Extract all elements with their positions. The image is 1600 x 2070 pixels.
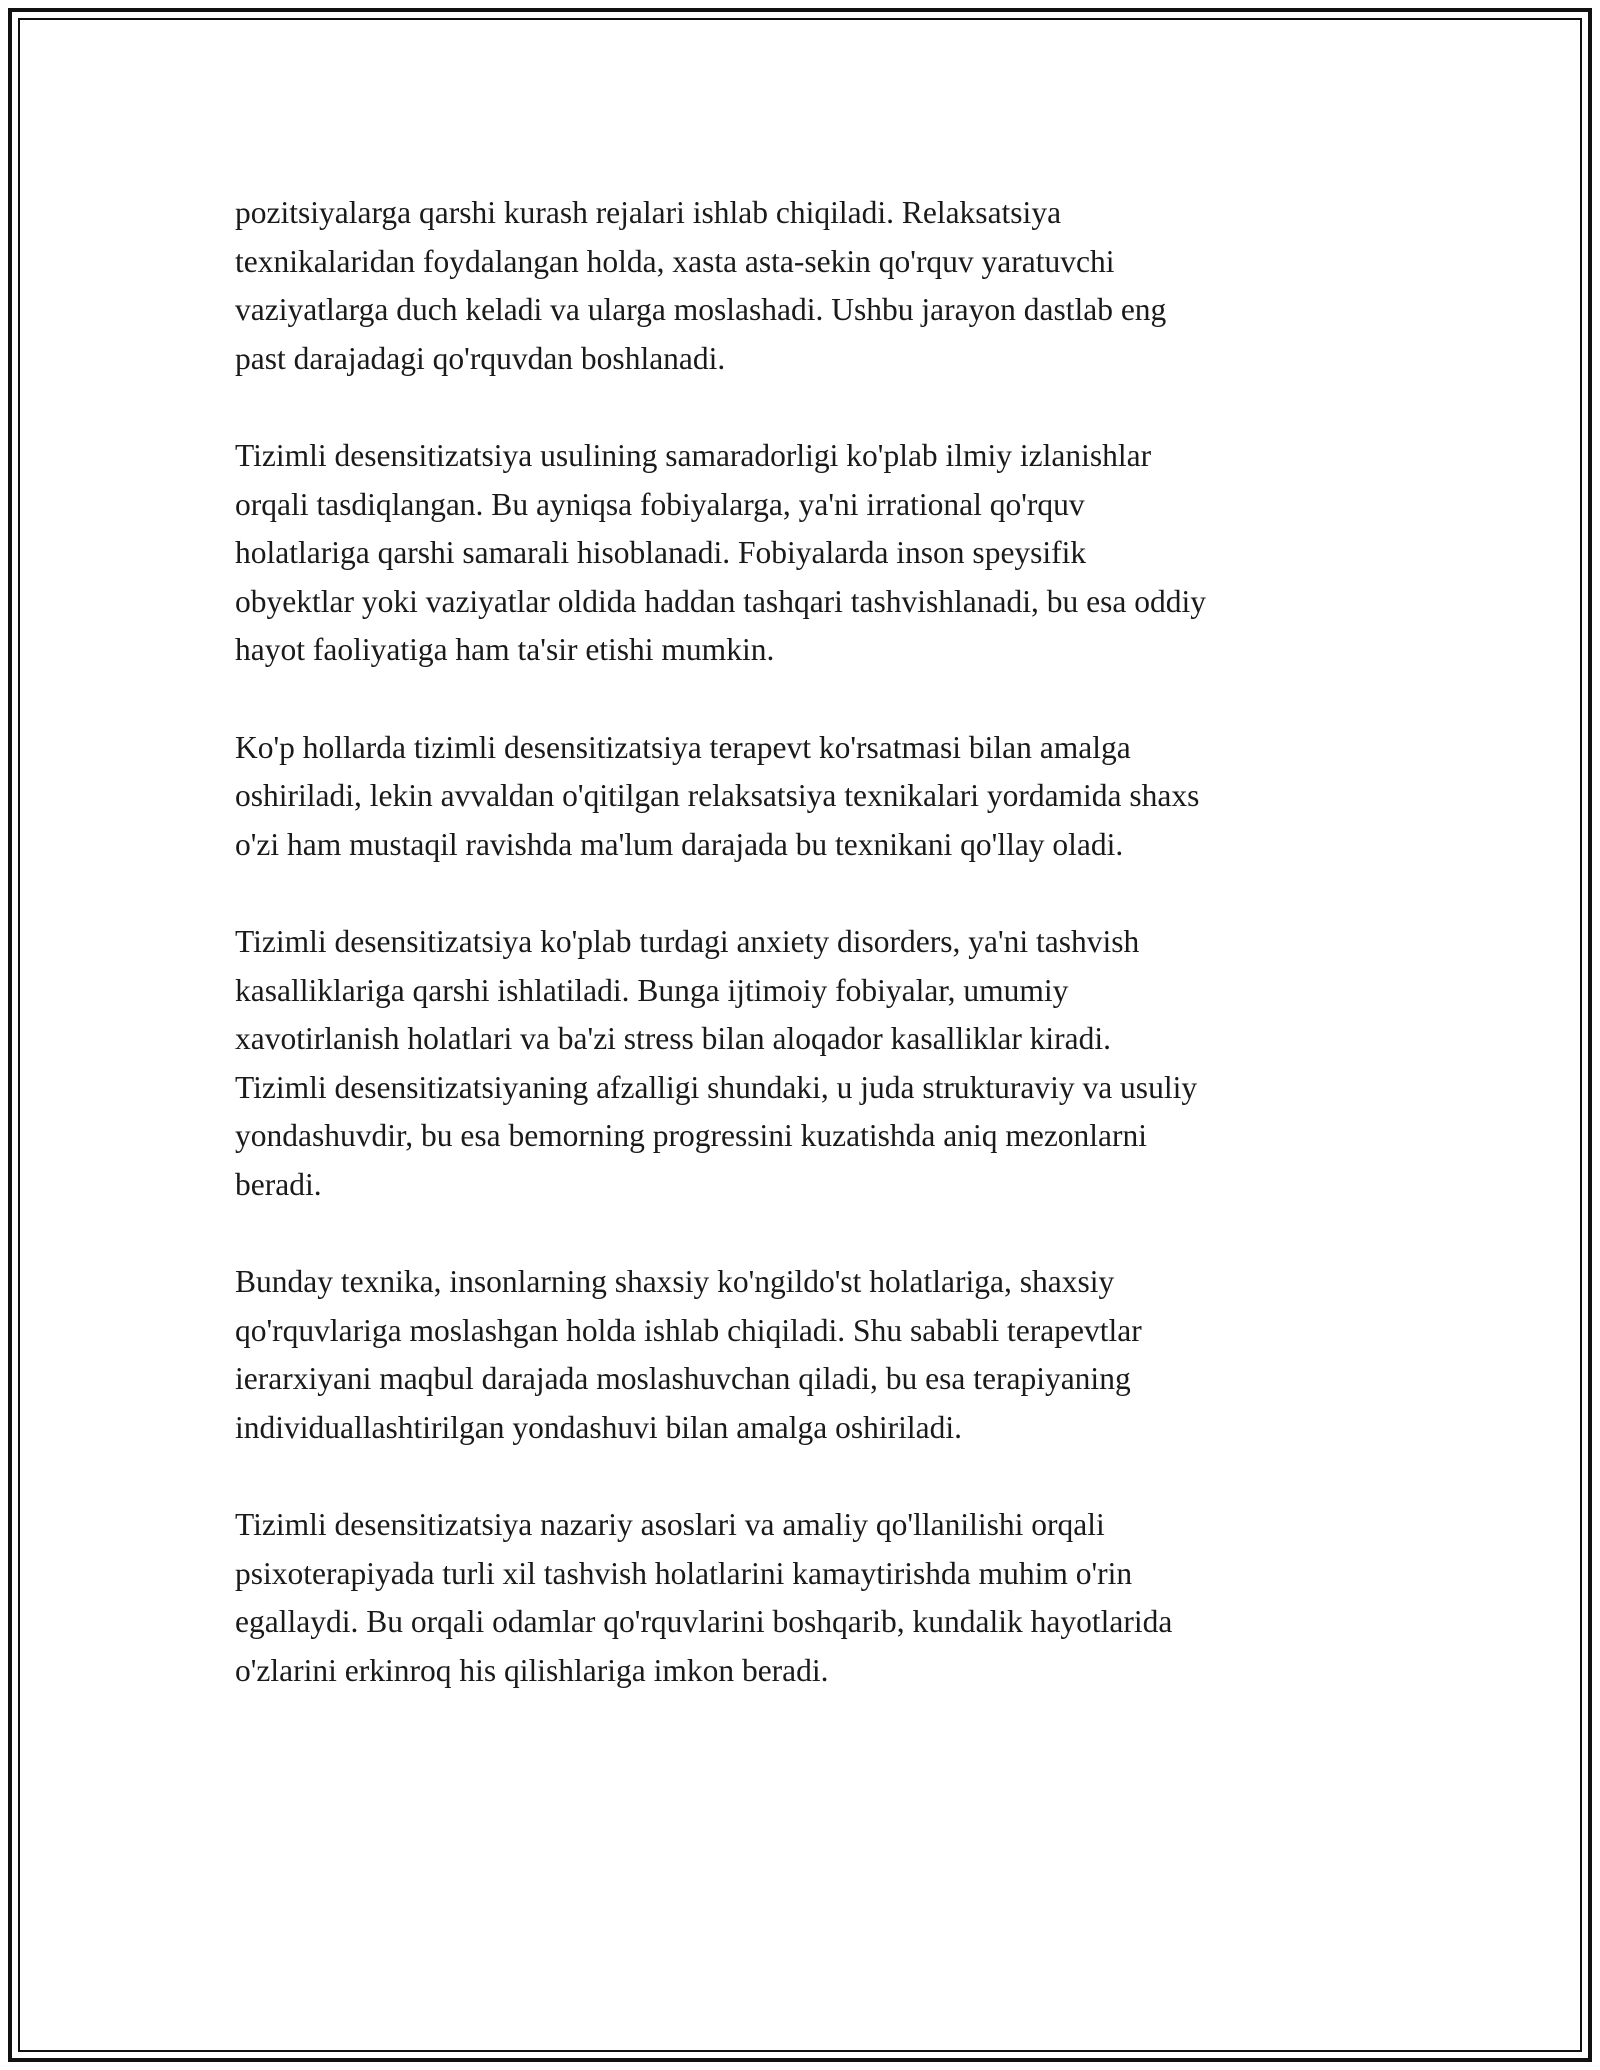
text-line: egallaydi. Bu orqali odamlar qo'rquvlarini boshqarib, kundalik hayotlarida xyxy=(235,1604,1173,1639)
text-line: vaziyatlarga duch keladi va ularga moslashadi. Ushbu jarayon dastlab eng xyxy=(235,292,1167,327)
paragraph-4 xyxy=(235,918,1375,1209)
paragraph-3 xyxy=(235,724,1375,870)
text-line: holatlariga qarshi samarali hisoblanadi. Fobiyalarda inson speysifik xyxy=(235,535,1087,570)
text-line: o'zlarini erkinroq his qilishlariga imkon beradi. xyxy=(235,1652,829,1688)
text-line: oshiriladi, lekin avvaldan o'qitilgan relaksatsiya texnikalari yordamida shaxs xyxy=(235,778,1200,813)
text-line: obyektlar yoki vaziyatlar oldida haddan tashqari tashvishlanadi, bu esa oddiy xyxy=(235,583,1206,619)
text-line: Tizimli desensitizatsiya usulining samaradorligi ko'plab ilmiy izlanishlar xyxy=(235,438,1152,473)
paragraph-2 xyxy=(235,432,1375,675)
text-line: Bunday texnika, insonlarning shaxsiy ko'ngildo'st holatlariga, shaxsiy xyxy=(235,1264,1115,1299)
text-line: texnikalaridan foydalangan holda, xasta asta-sekin qo'rquv yaratuvchi xyxy=(235,243,1115,279)
text-line: psixoterapiyada turli xil tashvish holatlarini kamaytirishda muhim o'rin xyxy=(235,1555,1133,1591)
text-line: o'zi ham mustaqil ravishda ma'lum darajada bu texnikani qo'llay oladi. xyxy=(235,826,1124,862)
text-line: pozitsiyalarga qarshi kurash rejalari ishlab chiqiladi. Relaksatsiya xyxy=(235,195,1062,230)
text-line: ierarxiyani maqbul darajada moslashuvchan qiladi, bu esa terapiyaning xyxy=(235,1361,1131,1396)
document-body xyxy=(235,189,1375,1695)
text-line: past darajadagi qo'rquvdan boshlanadi. xyxy=(235,340,726,376)
text-line: Tizimli desensitizatsiya nazariy asoslari va amaliy qo'llanilishi orqali xyxy=(235,1507,1105,1542)
text-line: xavotirlanish holatlari va ba'zi stress bilan aloqador kasalliklar kiradi. xyxy=(235,1021,1112,1056)
text-line: kasalliklariga qarshi ishlatiladi. Bunga ijtimoiy fobiyalar, umumiy xyxy=(235,972,1069,1008)
text-line: individuallashtirilgan yondashuvi bilan amalga oshiriladi. xyxy=(235,1409,962,1445)
text-line: yondashuvdir, bu esa bemorning progressini kuzatishda aniq mezonlarni xyxy=(235,1118,1148,1153)
text-line: qo'rquvlariga moslashgan holda ishlab chiqiladi. Shu sababli terapevtlar xyxy=(235,1312,1142,1348)
text-line: hayot faoliyatiga ham ta'sir etishi mumkin. xyxy=(235,632,775,667)
text-line: orqali tasdiqlangan. Bu ayniqsa fobiyalarga, ya'ni irrational qo'rquv xyxy=(235,486,1085,522)
text-line: Tizimli desensitizatsiyaning afzalligi shundaki, u juda strukturaviy va usuliy xyxy=(235,1069,1198,1105)
paragraph-5 xyxy=(235,1258,1375,1452)
text-line: beradi. xyxy=(235,1166,322,1202)
paragraph-1 xyxy=(235,189,1375,383)
text-line: Tizimli desensitizatsiya ko'plab turdagi anxiety disorders, ya'ni tashvish xyxy=(235,924,1140,959)
text-line: Ko'p hollarda tizimli desensitizatsiya terapevt ko'rsatmasi bilan amalga xyxy=(235,729,1131,765)
paragraph-6 xyxy=(235,1501,1375,1695)
